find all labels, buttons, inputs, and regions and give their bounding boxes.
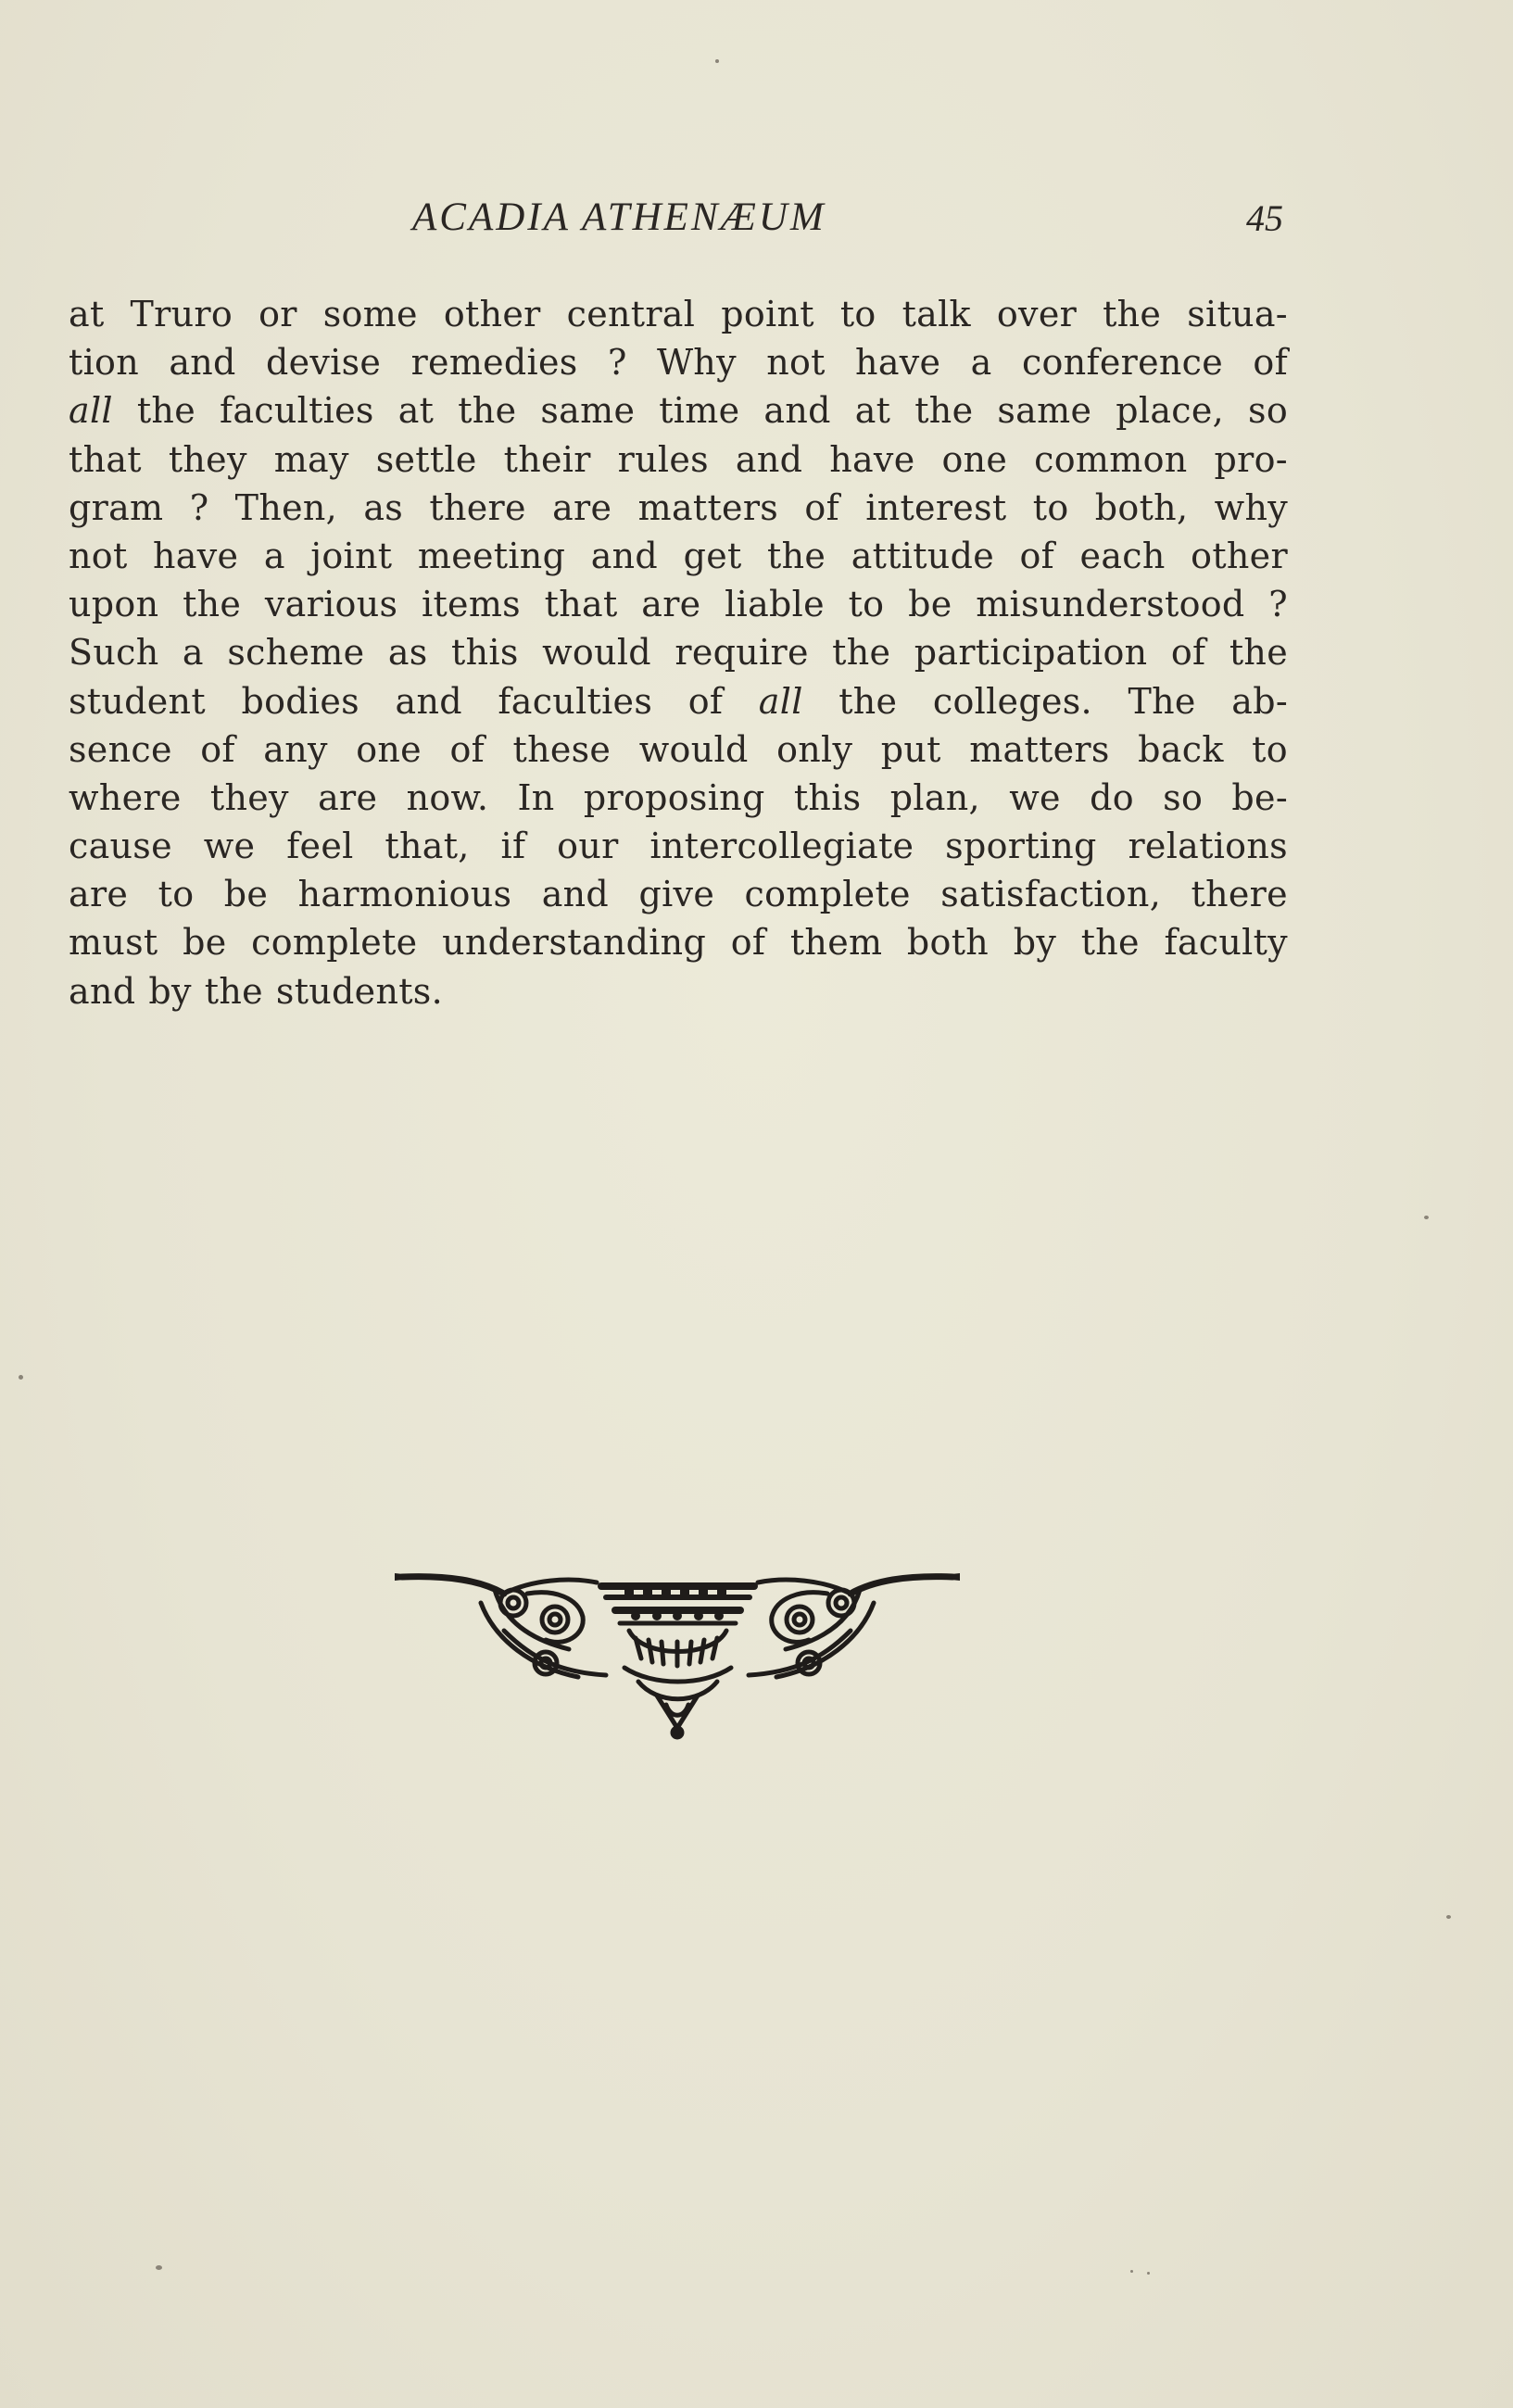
word: and — [395, 680, 462, 722]
word: complete — [744, 874, 911, 915]
word: scheme — [227, 632, 365, 674]
word: require — [675, 632, 809, 674]
word: misunderstood — [976, 584, 1245, 625]
decorative-tailpiece-icon — [393, 1566, 962, 1742]
word: there — [429, 486, 526, 528]
paper-speck — [1147, 2272, 1150, 2275]
word: matters — [969, 728, 1110, 770]
page-number: 45 — [1246, 197, 1283, 239]
word: not — [766, 342, 826, 384]
word: be — [183, 922, 227, 964]
word: have — [153, 535, 239, 576]
word: sporting — [945, 826, 1097, 867]
word: of — [1170, 632, 1206, 674]
word: plan, — [889, 776, 980, 818]
text-line — [69, 435, 1288, 484]
paper-speck — [1424, 1216, 1429, 1219]
paper-speck — [715, 59, 719, 63]
word: that — [69, 438, 142, 480]
text-line — [69, 580, 1288, 628]
word: as — [387, 632, 428, 674]
word: that — [544, 584, 618, 625]
word: are — [318, 776, 378, 818]
word: ? — [607, 342, 627, 384]
word: of — [449, 728, 485, 770]
word: have — [855, 342, 941, 384]
word: place, — [1116, 390, 1225, 432]
word: sence — [69, 728, 172, 770]
word: cause — [69, 826, 172, 867]
word: Such — [69, 632, 159, 674]
word: time — [659, 390, 740, 432]
word: same — [540, 390, 636, 432]
word: both — [906, 922, 990, 964]
word: be — [908, 584, 952, 625]
word: conference — [1021, 342, 1224, 384]
text-line — [69, 822, 1288, 870]
word: give — [638, 874, 715, 915]
word: other — [1191, 535, 1288, 576]
word: that, — [385, 826, 470, 867]
word: and — [69, 970, 136, 1012]
word: students. — [275, 970, 443, 1012]
word: ? — [1268, 584, 1288, 625]
word: a — [182, 632, 204, 674]
word: not — [69, 535, 128, 576]
word: to — [848, 584, 885, 625]
word: at — [397, 390, 435, 432]
word: all — [758, 680, 803, 722]
word: their — [503, 438, 591, 480]
word: do — [1090, 776, 1134, 818]
word: are — [552, 486, 612, 528]
word: Truro — [130, 294, 233, 334]
word: a — [263, 535, 285, 576]
word: there — [1191, 874, 1288, 915]
word: faculties — [498, 680, 653, 722]
word: gram — [69, 486, 164, 528]
text-line — [69, 870, 1288, 918]
text-line — [69, 677, 1288, 725]
word: satisfaction, — [940, 874, 1162, 915]
text-line — [69, 532, 1288, 580]
word: as — [363, 486, 404, 528]
word: interest — [865, 486, 1007, 528]
word: back — [1138, 728, 1224, 770]
word: over — [996, 294, 1078, 334]
word: we — [203, 826, 256, 867]
word: are — [641, 584, 701, 625]
word: by — [148, 970, 192, 1012]
word: intercollegiate — [649, 826, 914, 867]
word: of — [730, 922, 766, 964]
word: and — [590, 535, 659, 576]
word: The — [1128, 680, 1196, 722]
word: and — [541, 874, 610, 915]
word: talk — [901, 294, 971, 334]
word: ab- — [1231, 680, 1288, 722]
word: some — [322, 294, 418, 334]
running-title: ACADIA ATHENÆUM — [412, 195, 826, 239]
word: the — [832, 632, 891, 674]
word: relations — [1128, 826, 1288, 867]
word: meeting — [417, 535, 566, 576]
word: the — [458, 390, 517, 432]
word: ? — [189, 486, 209, 528]
word: understanding — [442, 922, 707, 964]
text-line — [69, 725, 1288, 774]
word: matters — [637, 486, 779, 528]
word: the — [838, 680, 898, 722]
word: In — [517, 776, 555, 818]
word: faculties — [219, 390, 374, 432]
word: we — [1009, 776, 1061, 818]
word: so — [1248, 390, 1288, 432]
word: other — [443, 294, 541, 334]
text-line — [69, 290, 1288, 338]
paper-speck — [19, 1375, 23, 1380]
word: may — [273, 438, 349, 480]
word: one — [356, 728, 422, 770]
word: situa- — [1187, 294, 1288, 334]
word: one — [941, 438, 1008, 480]
word: a — [970, 342, 992, 384]
word: the — [914, 390, 974, 432]
word: at — [69, 294, 105, 334]
word: to — [1032, 486, 1069, 528]
word: of — [1253, 342, 1288, 384]
word: the — [767, 535, 826, 576]
word: student — [69, 680, 206, 722]
word: pro- — [1214, 438, 1288, 480]
word: of — [687, 680, 724, 722]
word: at — [854, 390, 891, 432]
word: settle — [375, 438, 477, 480]
word: our — [557, 826, 619, 867]
word: proposing — [583, 776, 765, 818]
word: complete — [251, 922, 418, 964]
word: various — [264, 584, 398, 625]
word: faculty — [1164, 922, 1288, 964]
word: same — [997, 390, 1092, 432]
word: of — [804, 486, 839, 528]
word: upon — [69, 584, 159, 625]
word: if — [500, 826, 526, 867]
word: Then, — [234, 486, 338, 528]
word: get — [683, 535, 742, 576]
word: these — [512, 728, 612, 770]
word: of — [1019, 535, 1055, 576]
word: bodies — [241, 680, 359, 722]
word: the — [1080, 922, 1140, 964]
word: this — [451, 632, 519, 674]
word: this — [793, 776, 862, 818]
word: why — [1214, 486, 1288, 528]
word: Why — [656, 342, 737, 384]
word: central — [566, 294, 696, 334]
word: would — [638, 728, 749, 770]
word: joint — [310, 535, 393, 576]
body-paragraph — [69, 290, 1288, 1015]
word: to — [839, 294, 876, 334]
word: to — [1252, 728, 1288, 770]
text-line — [69, 918, 1288, 966]
word: would — [542, 632, 651, 674]
word: each — [1079, 535, 1166, 576]
word: colleges. — [932, 680, 1092, 722]
text-line — [69, 484, 1288, 532]
word: where — [69, 776, 182, 818]
word: both, — [1094, 486, 1189, 528]
word: attitude — [851, 535, 994, 576]
word: the — [1229, 632, 1288, 674]
word: be — [223, 874, 269, 915]
word: be- — [1231, 776, 1288, 818]
paper-speck — [156, 2265, 162, 2270]
word: rules — [617, 438, 709, 480]
word: the — [204, 970, 263, 1012]
text-line — [69, 338, 1288, 386]
word: and — [763, 390, 831, 432]
word: any — [263, 728, 328, 770]
word: point — [721, 294, 814, 334]
paper-speck — [1446, 1915, 1451, 1919]
word: the — [183, 584, 242, 625]
word: tion — [69, 342, 139, 384]
word: of — [200, 728, 235, 770]
word: all — [69, 390, 113, 432]
word: put — [880, 728, 941, 770]
word: have — [829, 438, 915, 480]
word: and — [169, 342, 236, 384]
word: common — [1034, 438, 1188, 480]
word: so — [1163, 776, 1204, 818]
text-line — [69, 386, 1288, 435]
word: feel — [286, 826, 354, 867]
word: by — [1013, 922, 1057, 964]
word: remedies — [410, 342, 578, 384]
word: are — [69, 874, 129, 915]
word: now. — [406, 776, 489, 818]
word: participation — [914, 632, 1148, 674]
word: liable — [725, 584, 825, 625]
word: and — [735, 438, 803, 480]
word: the — [1103, 294, 1162, 334]
paper-speck — [1130, 2270, 1133, 2273]
word: they — [209, 776, 289, 818]
text-line — [69, 628, 1288, 676]
word: must — [69, 922, 158, 964]
word: the — [136, 390, 195, 432]
word: only — [776, 728, 853, 770]
word: devise — [266, 342, 382, 384]
word: them — [789, 922, 883, 964]
word: harmonious — [297, 874, 512, 915]
text-line — [69, 774, 1288, 822]
word: to — [158, 874, 195, 915]
running-head — [0, 195, 1513, 246]
text-line — [69, 967, 1288, 1015]
word: they — [168, 438, 247, 480]
word: items — [422, 584, 521, 625]
word: or — [258, 294, 297, 334]
